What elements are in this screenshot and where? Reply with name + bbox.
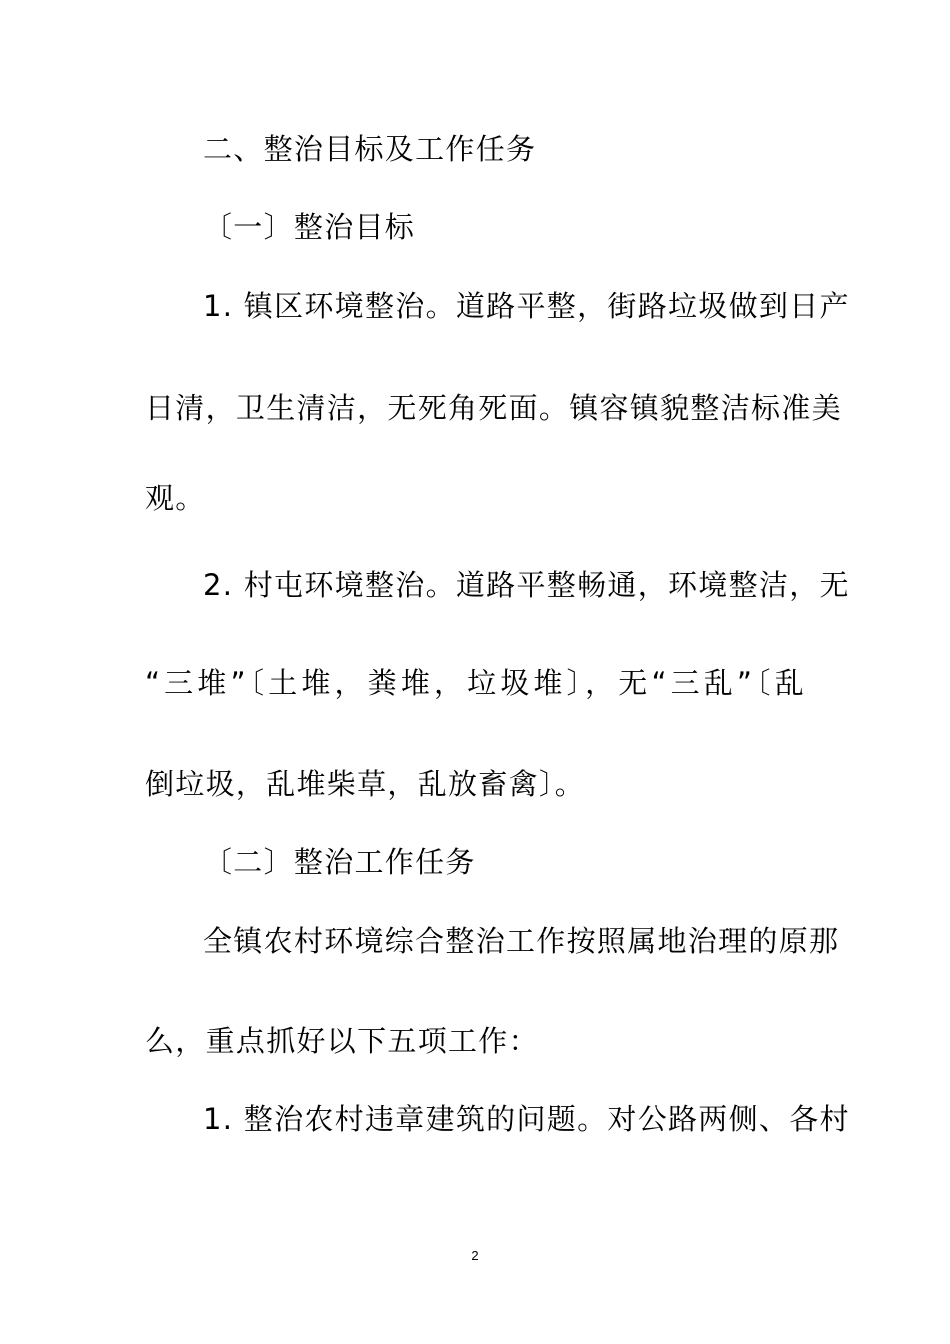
goal-1-line-2: 日清，卫生清洁，无死角死面。镇容镇貌整洁标准美	[145, 391, 842, 425]
tasks-intro-line-2: 么，重点抓好以下五项工作：	[145, 1024, 539, 1058]
goal-1-line-1: 1. 镇区环境整治。道路平整，街路垃圾做到日产	[203, 289, 850, 323]
subheading-goals: 〔一〕整治目标	[203, 210, 416, 244]
tasks-intro-line-1: 全镇农村环境综合整治工作按照属地治理的原那	[203, 924, 840, 958]
task-1-line-1: 1. 整治农村违章建筑的问题。对公路两侧、各村	[203, 1102, 850, 1136]
goal-2-line-3: 倒垃圾，乱堆柴草，乱放畜禽〕。	[145, 767, 586, 801]
goal-2-line-2: “三堆”〔土堆，粪堆，垃圾堆〕，无“三乱”〔乱	[145, 666, 805, 700]
page-number: 2	[471, 1248, 479, 1263]
subheading-tasks: 〔二〕整治工作任务	[203, 845, 476, 879]
section-heading: 二、整治目标及工作任务	[203, 132, 537, 166]
goal-2-line-1: 2. 村屯环境整治。道路平整畅通，环境整洁，无	[203, 568, 850, 602]
goal-1-line-3: 观。	[145, 481, 206, 515]
